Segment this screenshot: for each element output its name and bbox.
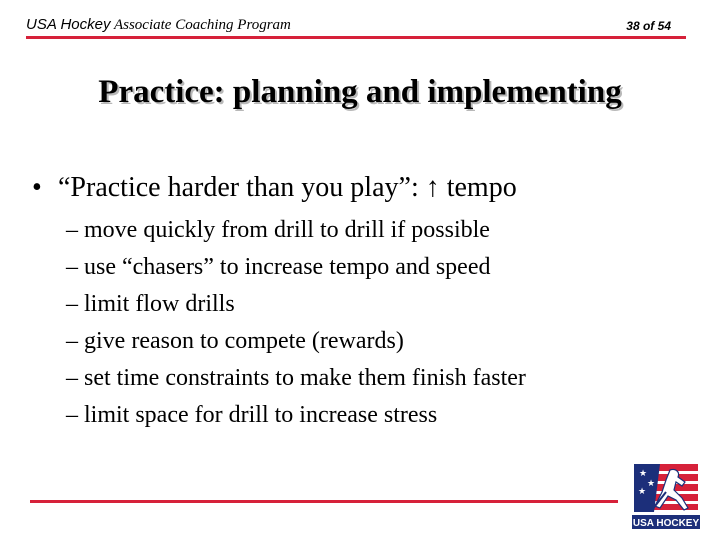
- main-bullet: [32, 172, 517, 204]
- svg-text:★: ★: [639, 469, 648, 479]
- program-name: Associate Coaching Program: [110, 17, 291, 33]
- sub-bullet-item: – set time constraints to make them finish faster: [66, 365, 526, 391]
- sub-bullet-list: [66, 212, 526, 434]
- slide-header: [26, 16, 686, 38]
- page-indicator: 38 of 54: [626, 19, 671, 33]
- brand-name: USA Hockey: [26, 16, 111, 33]
- svg-text:★: ★: [638, 487, 647, 497]
- logo-wordmark: USA HOCKEY: [632, 518, 700, 529]
- bullet-marker: •: [32, 172, 42, 203]
- program-title: [26, 16, 291, 34]
- svg-text:★: ★: [647, 479, 656, 489]
- sub-bullet-item: – use “chasers” to increase tempo and speed: [66, 254, 491, 280]
- sub-bullet-item: – give reason to compete (rewards): [66, 328, 404, 354]
- footer-divider: [30, 500, 618, 503]
- sub-bullet-item: – limit space for drill to increase stress: [66, 402, 438, 428]
- sub-bullet-item: – limit flow drills: [66, 291, 235, 317]
- sub-bullet-item: – move quickly from drill to drill if possible: [66, 217, 490, 243]
- main-bullet-text: “Practice harder than you play”: ↑ tempo: [58, 172, 517, 203]
- header-divider: [26, 36, 686, 39]
- usa-hockey-logo-icon: [630, 460, 702, 532]
- slide-title: Practice: planning and implementing: [98, 74, 622, 110]
